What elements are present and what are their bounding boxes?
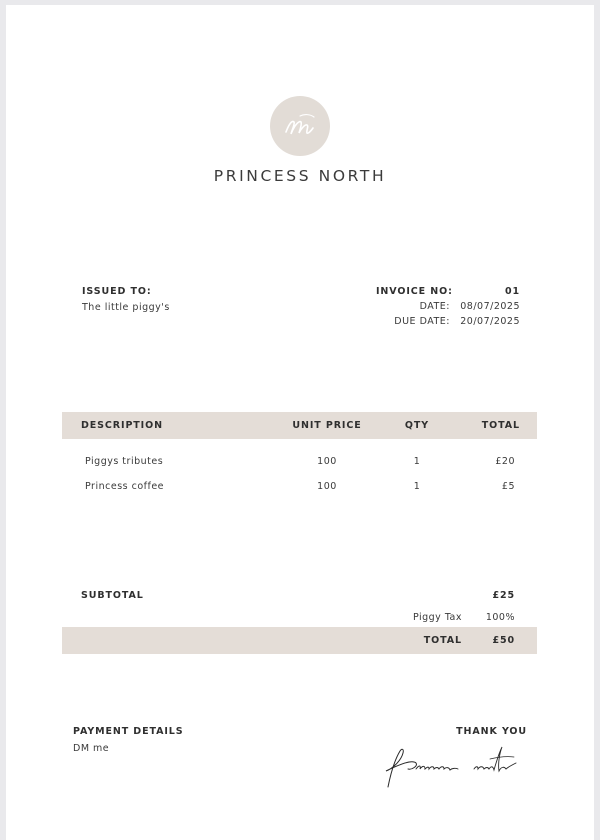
col-total: TOTAL [481, 420, 520, 431]
due-date: 20/07/2025 [460, 316, 520, 327]
invoice-date: 08/07/2025 [460, 301, 520, 312]
col-description: DESCRIPTION [81, 420, 163, 431]
row-unit-price: 100 [317, 456, 337, 467]
monogram-logo [270, 96, 330, 156]
thank-you-label: THANK YOU [456, 726, 527, 737]
due-date-label: DUE DATE: [394, 316, 450, 327]
total-label: TOTAL [423, 635, 462, 646]
invoice-number: 01 [504, 286, 520, 297]
total-value: £50 [492, 635, 515, 646]
date-label: DATE: [419, 301, 450, 312]
row-unit-price: 100 [317, 481, 337, 492]
row-description: Princess coffee [85, 481, 165, 492]
invoice-number-label: INVOICE NO: [376, 286, 453, 297]
tax-label: Piggy Tax [412, 612, 462, 623]
monogram-nr-icon [270, 96, 330, 156]
issued-to-name: The little piggy's [82, 302, 170, 313]
row-qty: 1 [413, 456, 421, 467]
table-row [62, 481, 537, 497]
col-qty: QTY [404, 420, 430, 431]
payment-details-value: DM me [73, 743, 110, 754]
row-qty: 1 [413, 481, 421, 492]
subtotal-label: SUBTOTAL [81, 590, 144, 601]
brand-name: PRINCESS NORTH [213, 167, 387, 185]
col-unit-price: UNIT PRICE [292, 420, 362, 431]
total-band [62, 627, 537, 654]
issued-to-label: ISSUED TO: [82, 286, 152, 297]
payment-details-label: PAYMENT DETAILS [73, 726, 184, 737]
row-total: £5 [501, 481, 515, 492]
invoice-page [6, 5, 594, 840]
table-header [62, 412, 537, 439]
tax-value: 100% [485, 612, 515, 623]
signature-icon [378, 739, 528, 793]
table-row [62, 456, 537, 472]
signature-image [378, 739, 528, 797]
row-total: £20 [495, 456, 515, 467]
row-description: Piggys tributes [85, 456, 164, 467]
subtotal-value: £25 [492, 590, 515, 601]
